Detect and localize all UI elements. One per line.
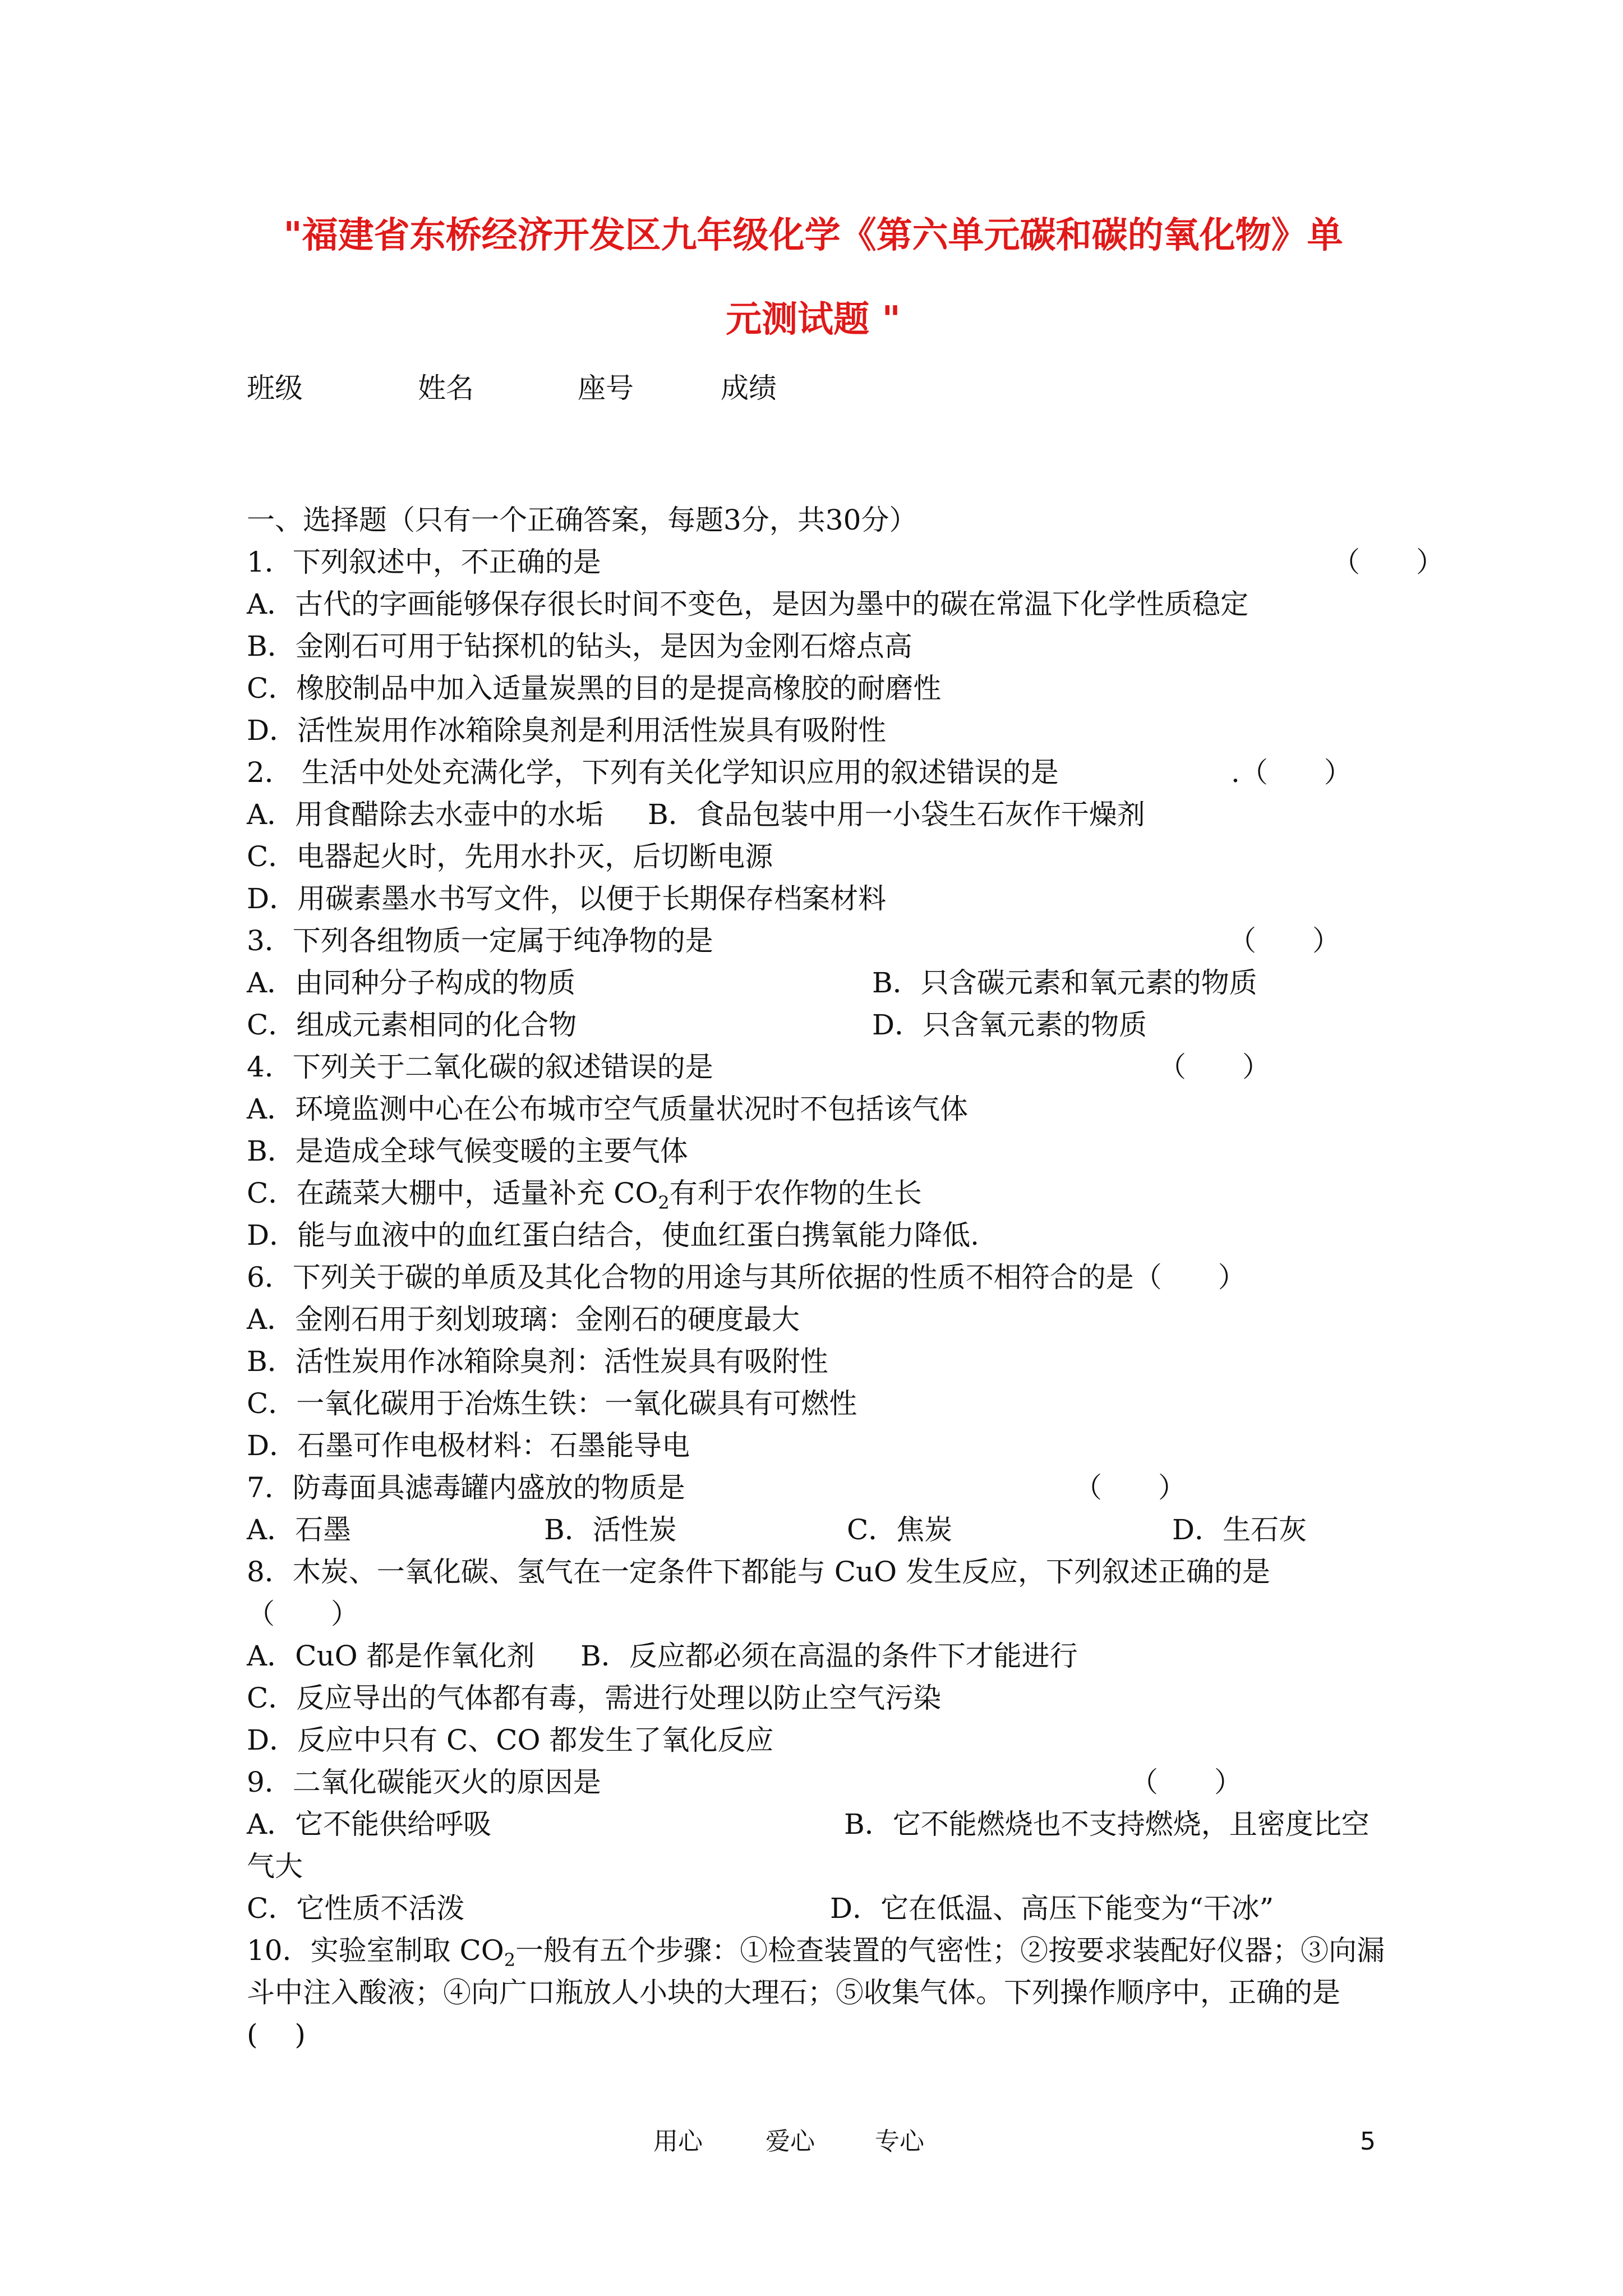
q8-option-d: D．反应中只有 C、CO 都发生了氧化反应 — [247, 1724, 774, 1756]
q4-option-c-subscript: 2 — [658, 1192, 670, 1213]
q2-option-b: B．食品包装中用一小袋生石灰作干燥剂 — [648, 798, 1145, 831]
q9-option-a: A．它不能供给呼吸 — [247, 1808, 492, 1841]
q7-option-b: B．活性炭 — [544, 1513, 677, 1546]
q6-option-a: A．金刚石用于刻划玻璃：金刚石的硬度最大 — [247, 1303, 800, 1336]
q9-option-b-continued: 气大 — [247, 1850, 303, 1883]
footer-item-1: 用心 — [653, 2127, 703, 2156]
field-name: 姓名 — [418, 372, 474, 404]
q2-option-d: D．用碳素墨水书写文件，以便于长期保存档案材料 — [247, 882, 887, 915]
q4-option-c-text: C．在蔬菜大棚中，适量补充 CO — [247, 1177, 658, 1209]
field-class: 班级 — [247, 372, 303, 404]
title-line-1: "福建省东桥经济开发区九年级化学《第六单元碳和碳的氧化物》单 — [283, 215, 1343, 256]
q4-option-b: B．是造成全球气候变暖的主要气体 — [247, 1135, 688, 1167]
q9-option-b: B．它不能燃烧也不支持燃烧，且密度比空 — [844, 1808, 1370, 1841]
q4-stem: 4．下列关于二氧化碳的叙述错误的是 — [247, 1051, 713, 1083]
q4-option-c-text-rest: 有利于农作物的生长 — [669, 1177, 922, 1209]
q10-stem-text: 10．实验室制取 CO — [247, 1934, 504, 1967]
q1-stem: 1．下列叙述中，不正确的是 — [247, 546, 601, 578]
q1-option-c: C．橡胶制品中加入适量炭黑的目的是提高橡胶的耐磨性 — [247, 672, 942, 705]
q3-option-b: B．只含碳元素和氧元素的物质 — [872, 967, 1257, 999]
q9-option-d: D．它在低温、高压下能变为“干冰” — [830, 1892, 1274, 1925]
q3-option-d: D．只含氧元素的物质 — [872, 1009, 1147, 1041]
q10-stem-text-rest: 一般有五个步骤：①检查装置的气密性；②按要求装配好仪器；③向漏 — [515, 1934, 1385, 1967]
q8-bracket: （ ） — [247, 1598, 359, 1630]
q3-bracket: （ ） — [1228, 924, 1340, 957]
field-seat: 座号 — [578, 372, 634, 404]
q7-option-c: C．焦炭 — [847, 1513, 953, 1546]
q3-option-c: C．组成元素相同的化合物 — [247, 1009, 577, 1041]
q2-option-a: A．用食醋除去水壶中的水垢 — [247, 798, 604, 831]
q4-option-a: A．环境监测中心在公布城市空气质量状况时不包括该气体 — [247, 1093, 969, 1125]
q4-option-c — [247, 1175, 922, 1211]
q9-bracket: （ ） — [1130, 1766, 1242, 1798]
q7-bracket: （ ） — [1074, 1471, 1186, 1504]
q2-bracket: .（ ） — [1231, 756, 1352, 789]
q1-option-a: A．古代的字画能够保存很长时间不变色，是因为墨中的碳在常温下化学性质稳定 — [247, 588, 1249, 620]
q6-option-b: B．活性炭用作冰箱除臭剂：活性炭具有吸附性 — [247, 1345, 828, 1378]
title-line-2: 元测试题 " — [726, 299, 901, 341]
q7-option-d: D．生石灰 — [1172, 1513, 1307, 1546]
q10-stem-line-2: 斗中注入酸液；④向广口瓶放人小块的大理石；⑤收集气体。下列操作顺序中，正确的是 — [247, 1976, 1340, 2009]
q2-option-c: C．电器起火时，先用水扑灭，后切断电源 — [247, 840, 773, 873]
q8-stem: 8．木炭、一氧化碳、氢气在一定条件下都能与 CuO 发生反应，下列叙述正确的是 — [247, 1556, 1271, 1588]
q1-option-d: D．活性炭用作冰箱除臭剂是利用活性炭具有吸附性 — [247, 714, 887, 747]
q8-option-b: B．反应都必须在高温的条件下才能进行 — [580, 1640, 1078, 1672]
q8-option-a: A．CuO 都是作氧化剂 — [247, 1640, 535, 1672]
footer-item-2: 爱心 — [766, 2127, 815, 2156]
q9-option-c: C．它性质不活泼 — [247, 1892, 465, 1925]
footer-item-3: 专心 — [875, 2127, 924, 2156]
q9-stem: 9．二氧化碳能灭火的原因是 — [247, 1766, 601, 1798]
q10-bracket: ( ) — [247, 2018, 306, 2051]
q2-stem: 2． 生活中处处充满化学，下列有关化学知识应用的叙述错误的是 — [247, 756, 1059, 789]
q4-option-d: D．能与血液中的血红蛋白结合，使血红蛋白携氧能力降低. — [247, 1219, 979, 1251]
q1-option-b: B．金刚石可用于钻探机的钻头，是因为金刚石熔点高 — [247, 630, 912, 662]
q10-stem — [247, 1932, 1385, 1971]
q10-stem-subscript: 2 — [504, 1949, 516, 1971]
section-title: 一、选择题（只有一个正确答案，每题3分，共30分） — [247, 504, 917, 536]
q7-stem: 7．防毒面具滤毒罐内盛放的物质是 — [247, 1471, 685, 1504]
q3-stem: 3．下列各组物质一定属于纯净物的是 — [247, 924, 713, 957]
q7-option-a: A．石墨 — [247, 1513, 352, 1546]
q6-option-c: C．一氧化碳用于冶炼生铁：一氧化碳具有可燃性 — [247, 1387, 857, 1420]
q3-option-a: A．由同种分子构成的物质 — [247, 967, 576, 999]
q8-option-c: C．反应导出的气体都有毒，需进行处理以防止空气污染 — [247, 1682, 942, 1714]
q1-bracket: （ ） — [1332, 546, 1444, 578]
q6-stem: 6．下列关于碳的单质及其化合物的用途与其所依据的性质不相符合的是（ ） — [247, 1261, 1246, 1294]
page-number: 5 — [1360, 2127, 1376, 2156]
field-score: 成绩 — [721, 372, 777, 404]
q6-option-d: D．石墨可作电极材料：石墨能导电 — [247, 1429, 690, 1462]
q4-bracket: （ ） — [1158, 1051, 1270, 1083]
